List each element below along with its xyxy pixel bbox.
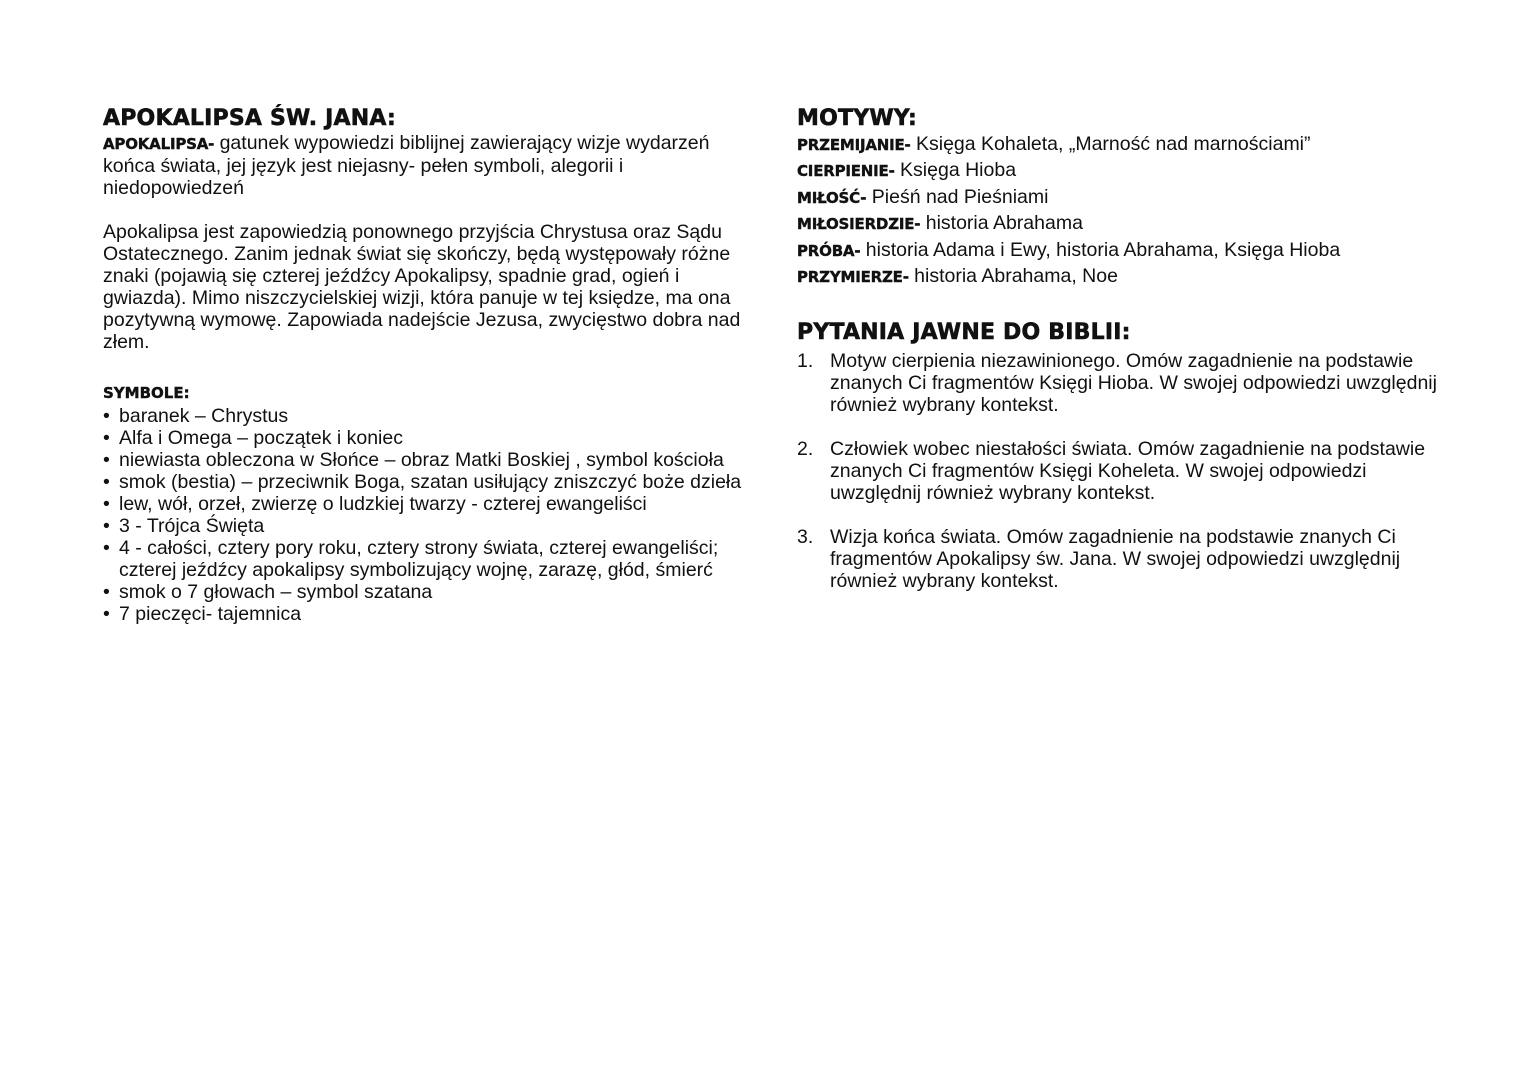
list-item: • Alfa i Omega – początek i koniec bbox=[103, 427, 743, 449]
list-item bbox=[797, 185, 1437, 211]
questions-list bbox=[797, 350, 1437, 592]
definition-text: gatunek wypowiedzi biblijnej zawierający wizje wydarzeń końca świata, jej język jest niejasny- pełen symboli, alegorii i niedopowiedzeń bbox=[103, 132, 710, 199]
list-item: • niewiasta obleczona w Słońce – obraz Matki Boskiej , symbol kościoła bbox=[103, 449, 743, 471]
motifs-list bbox=[797, 132, 1437, 290]
question-number: 3. bbox=[797, 526, 814, 549]
list-item: • smok (bestia) – przeciwnik Boga, szatan usiłujący zniszczyć boże dzieła bbox=[103, 471, 743, 493]
list-item: • 3 - Trójca Święta bbox=[103, 515, 743, 537]
list-item: • baranek – Chrystus bbox=[103, 405, 743, 427]
list-item bbox=[797, 158, 1437, 184]
symbols-heading: SYMBOLE: bbox=[103, 384, 190, 402]
motif-term: PRZYMIERZE- bbox=[797, 268, 909, 287]
list-item bbox=[797, 438, 1437, 504]
apocalypse-paragraph: Apokalipsa jest zapowiedzią ponownego przyjścia Chrystusa oraz Sądu Ostatecznego. Zanim jednak świat się skończy, będą występowały różne znaki (pojawią się czterej jeźdźcy Apokalipsy, spadnie grad, ogień i gwiazda). Mimo niszczycielskiej wizji, która panuje w tej księdze, ma ona pozytywną wymowę. Zapowiada nadejście Jezusa, zwycięstwo dobra nad złem. bbox=[103, 221, 741, 353]
list-item bbox=[797, 264, 1437, 290]
list-item: • 4 - całości, cztery pory roku, cztery strony świata, czterej ewangeliści; czterej jeźdźcy apokalipsy symbolizujący wojnę, zarazę, głód, śmierć bbox=[103, 537, 743, 581]
list-item: • 7 pieczęci- tajemnica bbox=[103, 603, 743, 625]
list-item bbox=[797, 132, 1437, 158]
motif-term: PRZEMIJANIE- bbox=[797, 136, 911, 154]
question-text: Człowiek wobec niestałości świata. Omów zagadnienie na podstawie znanych Ci fragmentów Księgi Koheleta. W swojej odpowiedzi uwzględnij również wybrany kontekst. bbox=[830, 438, 1426, 505]
question-text: Wizja końca świata. Omów zagadnienie na podstawie znanych Ci fragmentów Apokalipsy św. Jana. W swojej odpowiedzi uwzględnij również wybrany kontekst. bbox=[830, 526, 1401, 593]
motif-text: historia Abrahama bbox=[920, 212, 1083, 235]
question-number: 1. bbox=[797, 350, 814, 373]
symbols-list bbox=[103, 405, 743, 625]
motif-text: Pieśń nad Pieśniami bbox=[866, 185, 1049, 208]
apocalypse-definition bbox=[103, 132, 743, 199]
motif-text: historia Abrahama, Noe bbox=[908, 265, 1118, 288]
questions-heading: PYTANIA JAWNE DO BIBLII: bbox=[797, 320, 1131, 346]
question-text: Motyw cierpienia niezawinionego. Omów zagadnienie na podstawie znanych Ci fragmentów Księgi Hioba. W swojej odpowiedzi uwzględnij również wybrany kontekst. bbox=[830, 350, 1437, 417]
list-item bbox=[797, 526, 1437, 592]
motif-text: historia Adama i Ewy, historia Abrahama, Księga Hioba bbox=[860, 238, 1341, 261]
motif-text: Księga Hioba bbox=[894, 159, 1017, 182]
list-item bbox=[797, 238, 1437, 264]
motif-term: CIERPIENIE- bbox=[797, 162, 895, 181]
motif-text: Księga Kohaleta, „Marność nad marnościami” bbox=[910, 133, 1311, 155]
list-item: • lew, wół, orzeł, zwierzę o ludzkiej twarzy - czterej ewangeliści bbox=[103, 493, 743, 515]
list-item bbox=[797, 350, 1437, 416]
list-item bbox=[797, 211, 1437, 237]
right-column bbox=[797, 106, 1437, 614]
list-item: • smok o 7 głowach – symbol szatana bbox=[103, 581, 743, 603]
motif-term: MIŁOSIERDZIE- bbox=[797, 215, 921, 234]
motif-term: PRÓBA- bbox=[797, 241, 861, 260]
left-column bbox=[103, 106, 743, 625]
motifs-heading: MOTYWY: bbox=[797, 106, 918, 131]
motif-term: MIŁOŚĆ- bbox=[797, 188, 867, 207]
question-number: 2. bbox=[797, 438, 814, 461]
definition-term: APOKALIPSA- bbox=[103, 135, 215, 153]
apocalypse-heading: APOKALIPSA ŚW. JANA: bbox=[103, 106, 396, 131]
